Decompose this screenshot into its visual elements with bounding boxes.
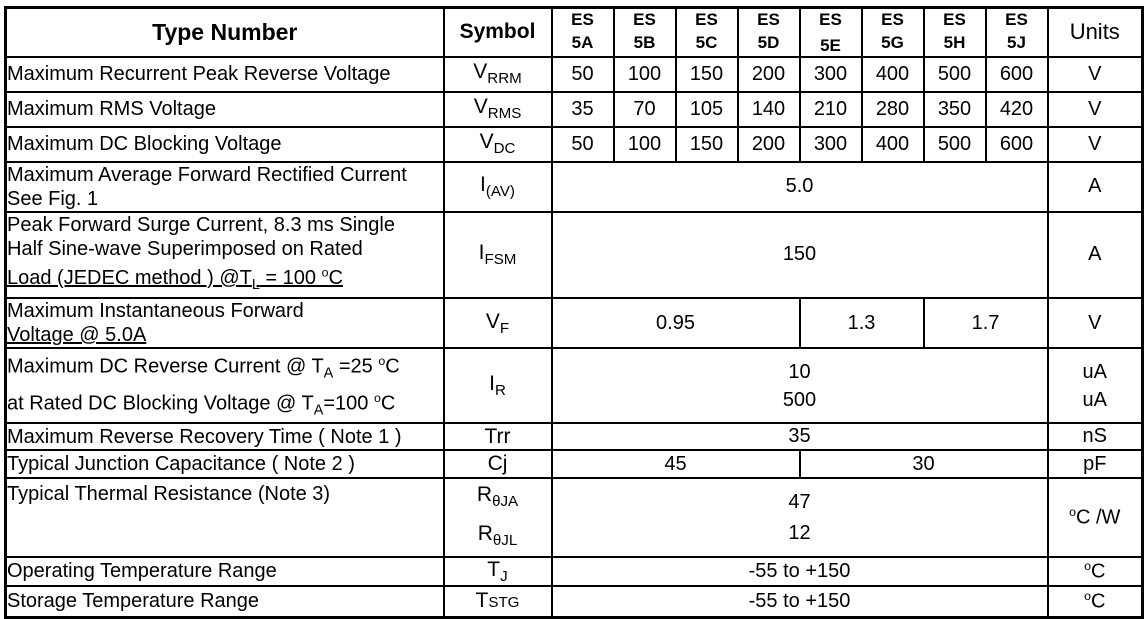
unit-cell: V: [1048, 92, 1143, 127]
unit-cell: $^o$C /W: [1048, 478, 1143, 556]
symbol-cell: [444, 478, 552, 556]
type-code: 5H: [943, 33, 966, 53]
value-line: 10: [788, 360, 811, 383]
units-header: Units: [1048, 8, 1143, 57]
unit-cell: $^o$C: [1048, 586, 1143, 617]
col-header-es5b: [614, 8, 676, 57]
unit-cell: $^o$C: [1048, 557, 1143, 586]
type-prefix: ES: [1005, 10, 1028, 30]
symbol-cell: TSTG: [444, 586, 552, 617]
type-prefix: ES: [881, 10, 904, 30]
value-cell: 200: [738, 127, 800, 162]
row-rth: [6, 478, 1143, 556]
type-code: 5C: [695, 33, 718, 53]
type-number-header: Type Number: [6, 8, 444, 57]
value-cell: 35: [552, 92, 614, 127]
param-cell: Maximum RMS Voltage: [6, 92, 444, 127]
param-cell: Maximum Average Forward Rectified Current See Fig. 1: [6, 162, 444, 212]
unit-line: uA: [1082, 388, 1107, 411]
row-tj: [6, 557, 1143, 586]
value-cell: 100: [614, 57, 676, 92]
value-cell: 400: [862, 127, 924, 162]
type-prefix: ES: [571, 10, 594, 30]
value-cell: 1.7: [924, 298, 1048, 348]
param-cell: Maximum Instantaneous Forward Voltage @ 5.0A: [6, 298, 444, 348]
unit-cell: [1048, 348, 1143, 423]
symbol-cell: $I_R$: [444, 348, 552, 423]
value-cell: 5.0: [552, 162, 1048, 212]
symbol-cell: $V_{RRM}$: [444, 57, 552, 92]
value-line: 12: [788, 521, 811, 544]
value-cell: 420: [986, 92, 1048, 127]
param-cell: Storage Temperature Range: [6, 586, 444, 617]
row-vrrm: [6, 57, 1143, 92]
col-header-es5h: [924, 8, 986, 57]
unit-cell: A: [1048, 162, 1143, 212]
symbol-cell: $V_F$: [444, 298, 552, 348]
header-row: [6, 8, 1143, 57]
unit-cell: A: [1048, 212, 1143, 299]
maximum-ratings-table: [4, 6, 1144, 619]
symbol-header: Symbol: [444, 8, 552, 57]
value-cell: 35: [552, 423, 1048, 450]
type-prefix: ES: [757, 10, 780, 30]
type-code: 5J: [1007, 33, 1026, 53]
param-cell: Operating Temperature Range: [6, 557, 444, 586]
param-cell: Peak Forward Surge Current, 8.3 ms Single Half Sine-wave Superimposed on Rated Load (JEDEC method ) $@T_L = 100$ $^o$C: [6, 212, 444, 299]
col-header-es5j: [986, 8, 1048, 57]
param-cell: Maximum Recurrent Peak Reverse Voltage: [6, 57, 444, 92]
symbol-cell: $V_{RMS}$: [444, 92, 552, 127]
row-ir: [6, 348, 1143, 423]
unit-cell: V: [1048, 57, 1143, 92]
symbol-cell: $T_J$: [444, 557, 552, 586]
type-code: 5A: [571, 33, 594, 53]
value-cell: -55 to +150: [552, 557, 1048, 586]
value-cell: 1.3: [800, 298, 924, 348]
symbol-cell: Trr: [444, 423, 552, 450]
param-cell: Maximum Reverse Recovery Time ( Note 1 ): [6, 423, 444, 450]
type-code: 5E: [820, 36, 841, 56]
symbol-line: $R_{\theta JL}$: [477, 521, 518, 549]
value-cell: 210: [800, 92, 862, 127]
value-cell: 300: [800, 57, 862, 92]
value-cell: 150: [552, 212, 1048, 299]
row-vf: [6, 298, 1143, 348]
value-cell: 150: [676, 57, 738, 92]
value-cell: 50: [552, 127, 614, 162]
param-cell: Maximum DC Blocking Voltage: [6, 127, 444, 162]
value-cell: 300: [800, 127, 862, 162]
value-cell: 45: [552, 450, 800, 478]
col-header-es5g: [862, 8, 924, 57]
value-cell: 0.95: [552, 298, 800, 348]
value-cell: 600: [986, 57, 1048, 92]
value-line: 500: [782, 388, 817, 411]
type-prefix: ES: [943, 10, 966, 30]
row-trr: [6, 423, 1143, 450]
value-cell: 150: [676, 127, 738, 162]
type-prefix: ES: [695, 10, 718, 30]
row-ifsm: [6, 212, 1143, 299]
value-cell: 70: [614, 92, 676, 127]
unit-cell: V: [1048, 127, 1143, 162]
symbol-cell: Cj: [444, 450, 552, 478]
row-iav: [6, 162, 1143, 212]
type-prefix: ES: [819, 10, 842, 30]
value-cell: 400: [862, 57, 924, 92]
value-cell: 280: [862, 92, 924, 127]
value-line: 47: [788, 490, 811, 513]
row-tstg: [6, 586, 1143, 617]
type-code: 5G: [881, 33, 904, 53]
value-cell: 200: [738, 57, 800, 92]
param-cell: Typical Junction Capacitance ( Note 2 ): [6, 450, 444, 478]
row-vdc: [6, 127, 1143, 162]
row-cj: [6, 450, 1143, 478]
value-cell: 105: [676, 92, 738, 127]
param-cell: Maximum DC Reverse Current @ $T_A =25$ $^o$C at Rated DC Blocking Voltage @ $T_A=100$ $^o$C: [6, 348, 444, 423]
symbol-cell: $I_{FSM}$: [444, 212, 552, 299]
value-cell: 50: [552, 57, 614, 92]
unit-line: uA: [1082, 360, 1107, 383]
value-cell: 100: [614, 127, 676, 162]
unit-cell: V: [1048, 298, 1143, 348]
unit-cell: nS: [1048, 423, 1143, 450]
col-header-es5d: [738, 8, 800, 57]
col-header-es5c: [676, 8, 738, 57]
value-cell: 500: [924, 57, 986, 92]
value-cell: [552, 348, 1048, 423]
value-cell: 600: [986, 127, 1048, 162]
symbol-cell: $V_{DC}$: [444, 127, 552, 162]
value-cell: 30: [800, 450, 1048, 478]
col-header-es5e: [800, 8, 862, 57]
type-prefix: ES: [633, 10, 656, 30]
row-vrms: [6, 92, 1143, 127]
value-cell: -55 to +150: [552, 586, 1048, 617]
value-cell: 350: [924, 92, 986, 127]
value-cell: 140: [738, 92, 800, 127]
col-header-es5a: [552, 8, 614, 57]
symbol-line: $R_{\theta JA}$: [476, 483, 519, 511]
value-cell: [552, 478, 1048, 556]
type-code: 5D: [757, 33, 780, 53]
value-cell: 500: [924, 127, 986, 162]
unit-cell: pF: [1048, 450, 1143, 478]
param-cell: Typical Thermal Resistance (Note 3): [6, 478, 444, 556]
type-code: 5B: [633, 33, 656, 53]
symbol-cell: $I_{(AV)}$: [444, 162, 552, 212]
